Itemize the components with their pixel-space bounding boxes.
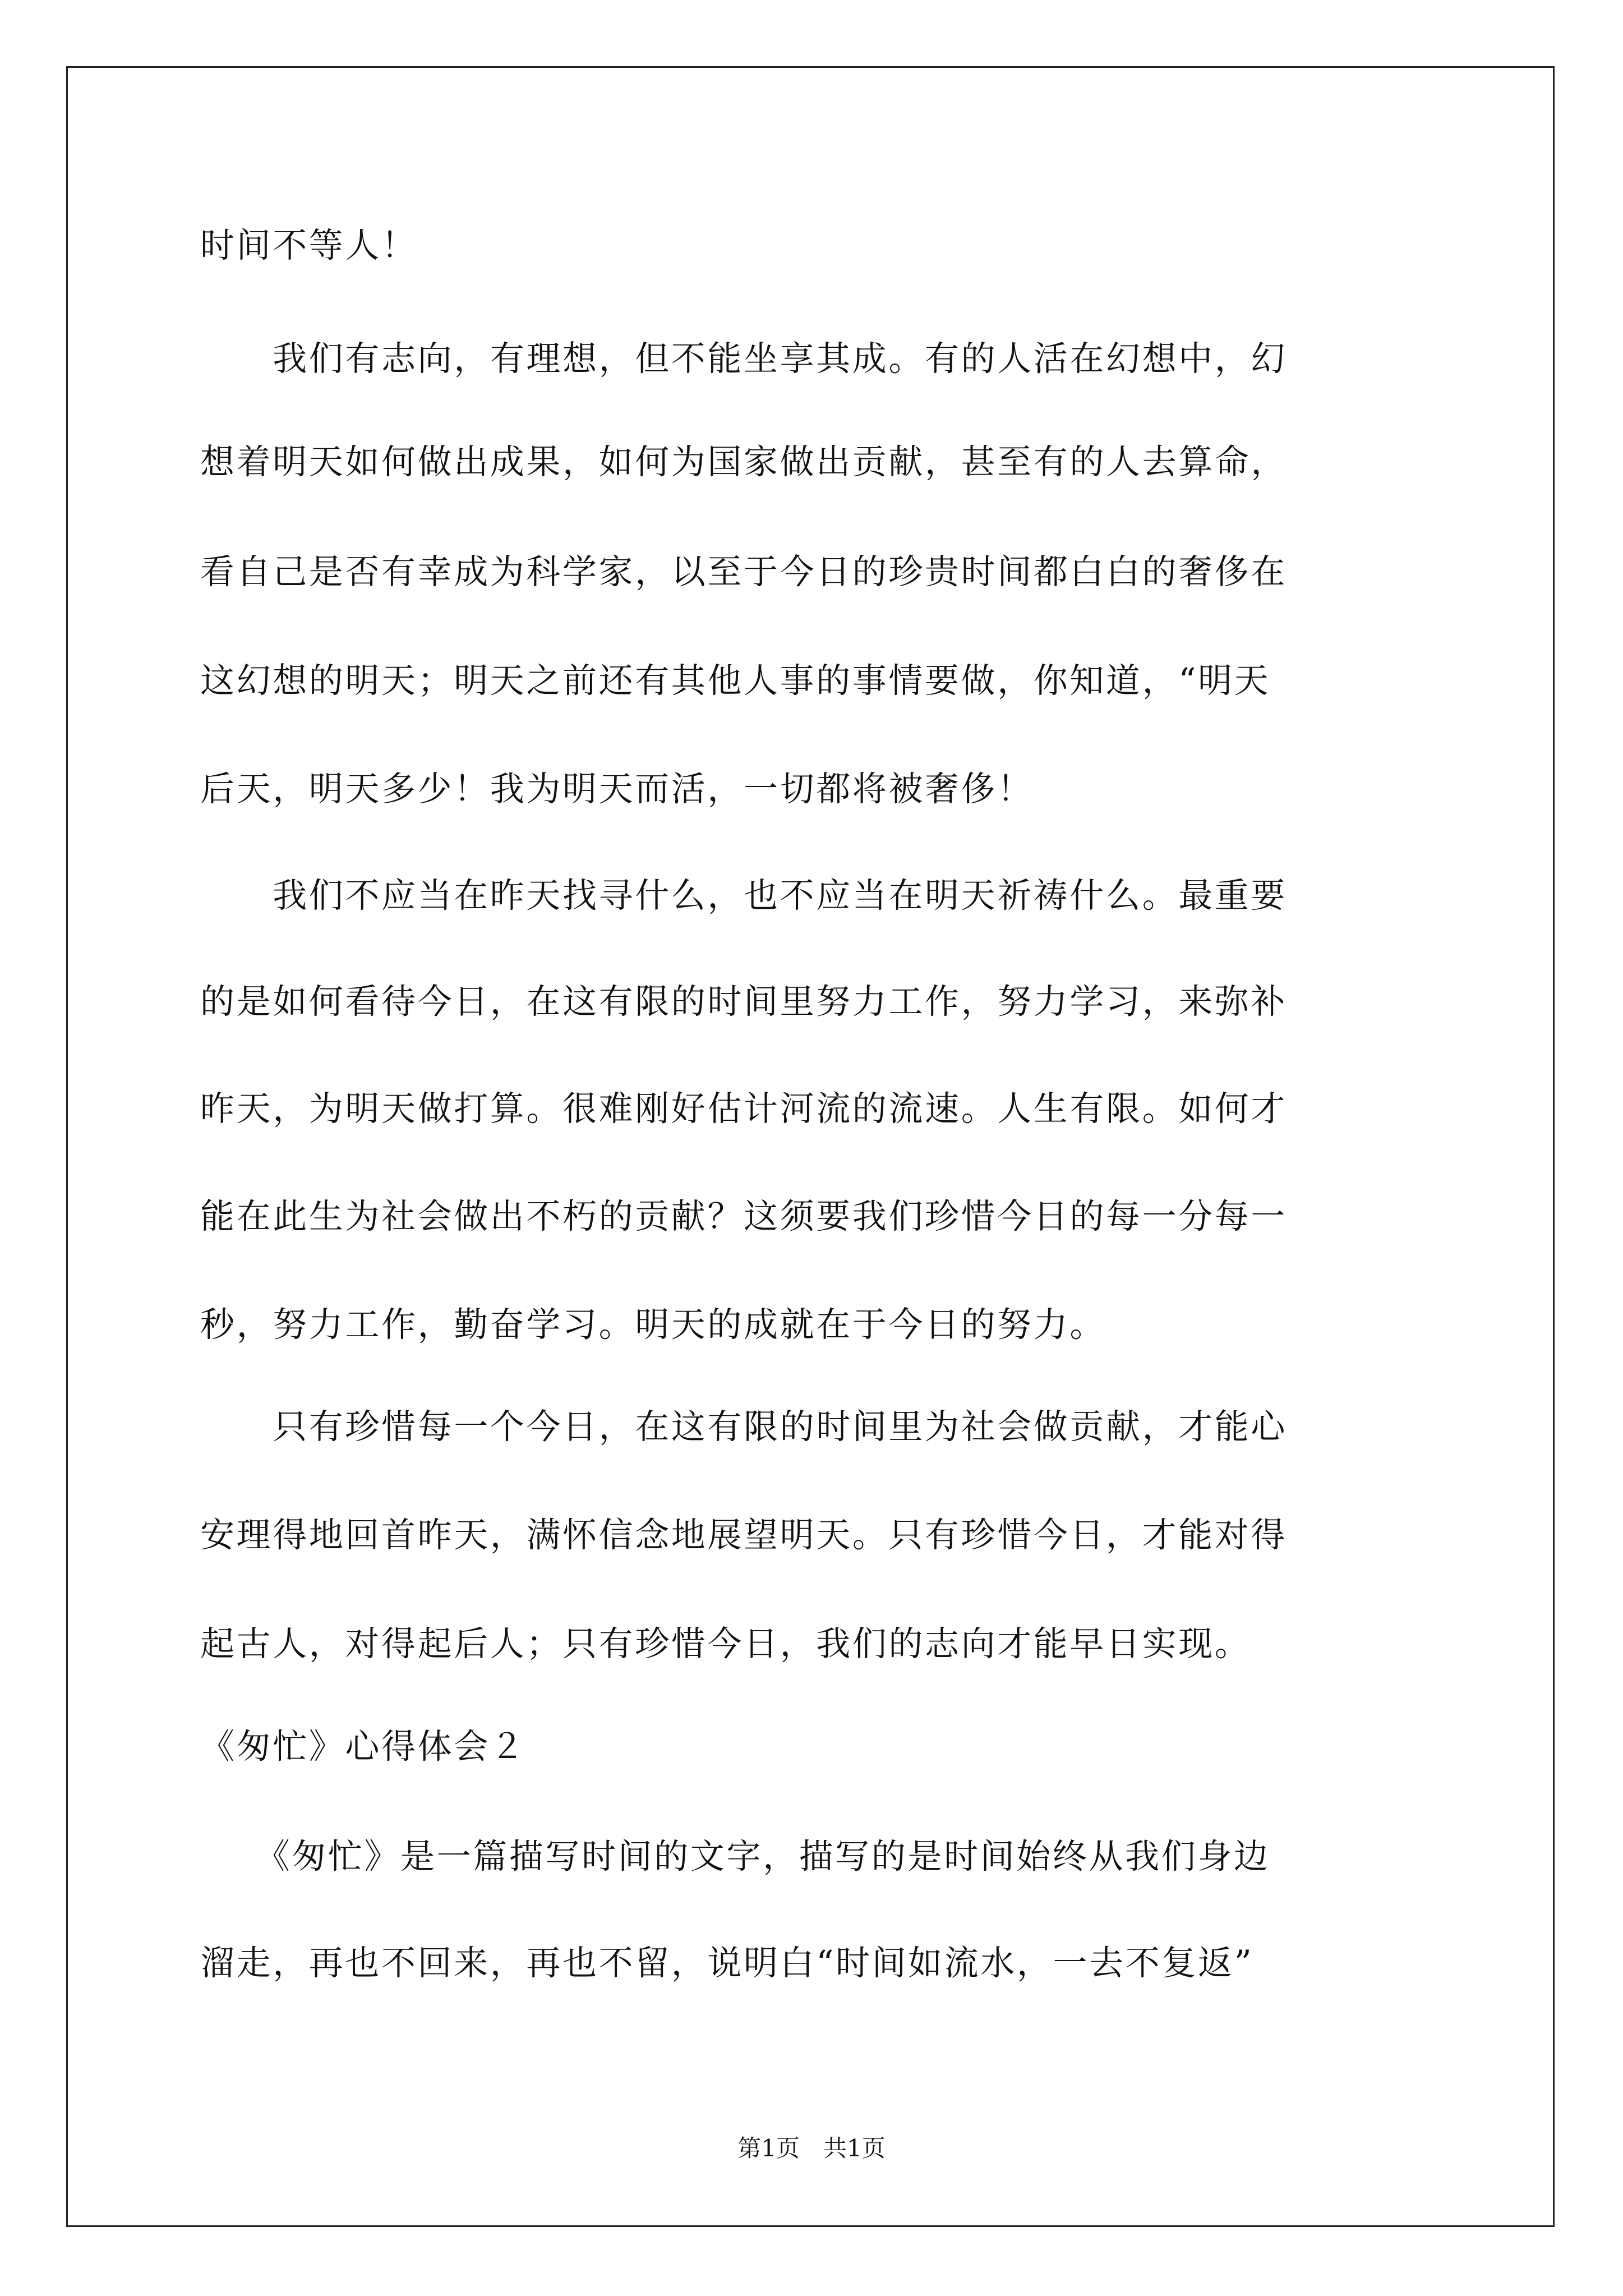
text-line: 溜走，再也不回来，再也不留，说明白“时间如流水，一去不复返” xyxy=(200,1943,1254,1983)
text-line: 的是如何看待今日，在这有限的时间里努力工作，努力学习，来弥补 xyxy=(200,982,1288,1022)
text-line: 秒，努力工作，勤奋学习。明天的成就在于今日的努力。 xyxy=(200,1305,1106,1345)
text-line: 后天，明天多少！我为明天而活，一切都将被奢侈！ xyxy=(200,769,1034,809)
text-line: 我们有志向，有理想，但不能坐享其成。有的人活在幻想中，幻 xyxy=(200,339,1288,379)
text-line: 《匆忙》是一篇描写时间的文字，描写的是时间始终从我们身边 xyxy=(200,1837,1270,1876)
section-heading: 《匆忙》心得体会２ xyxy=(200,1727,527,1766)
page-footer: 第1页 共1页 xyxy=(737,2134,886,2162)
text-line: 只有珍惜每一个今日，在这有限的时间里为社会做贡献，才能心 xyxy=(200,1407,1288,1447)
text-line: 安理得地回首昨天，满怀信念地展望明天。只有珍惜今日，才能对得 xyxy=(200,1515,1288,1555)
text-line: 想着明天如何做出成果，如何为国家做出贡献，甚至有的人去算命， xyxy=(200,442,1288,482)
text-line: 昨天，为明天做打算。很难刚好估计河流的流速。人生有限。如何才 xyxy=(200,1089,1288,1129)
text-line: 时间不等人！ xyxy=(200,226,418,265)
text-line: 能在此生为社会做出不朽的贡献？这须要我们珍惜今日的每一分每一 xyxy=(200,1197,1288,1236)
text-line: 看自己是否有幸成为科学家，以至于今日的珍贵时间都白白的奢侈在 xyxy=(200,552,1288,592)
text-line: 我们不应当在昨天找寻什么，也不应当在明天祈祷什么。最重要 xyxy=(200,876,1288,915)
text-line: 这幻想的明天；明天之前还有其他人事的事情要做，你知道，“明天 xyxy=(200,661,1271,701)
text-line: 起古人，对得起后人；只有珍惜今日，我们的志向才能早日实现。 xyxy=(200,1624,1251,1664)
page-border xyxy=(66,66,1555,2227)
